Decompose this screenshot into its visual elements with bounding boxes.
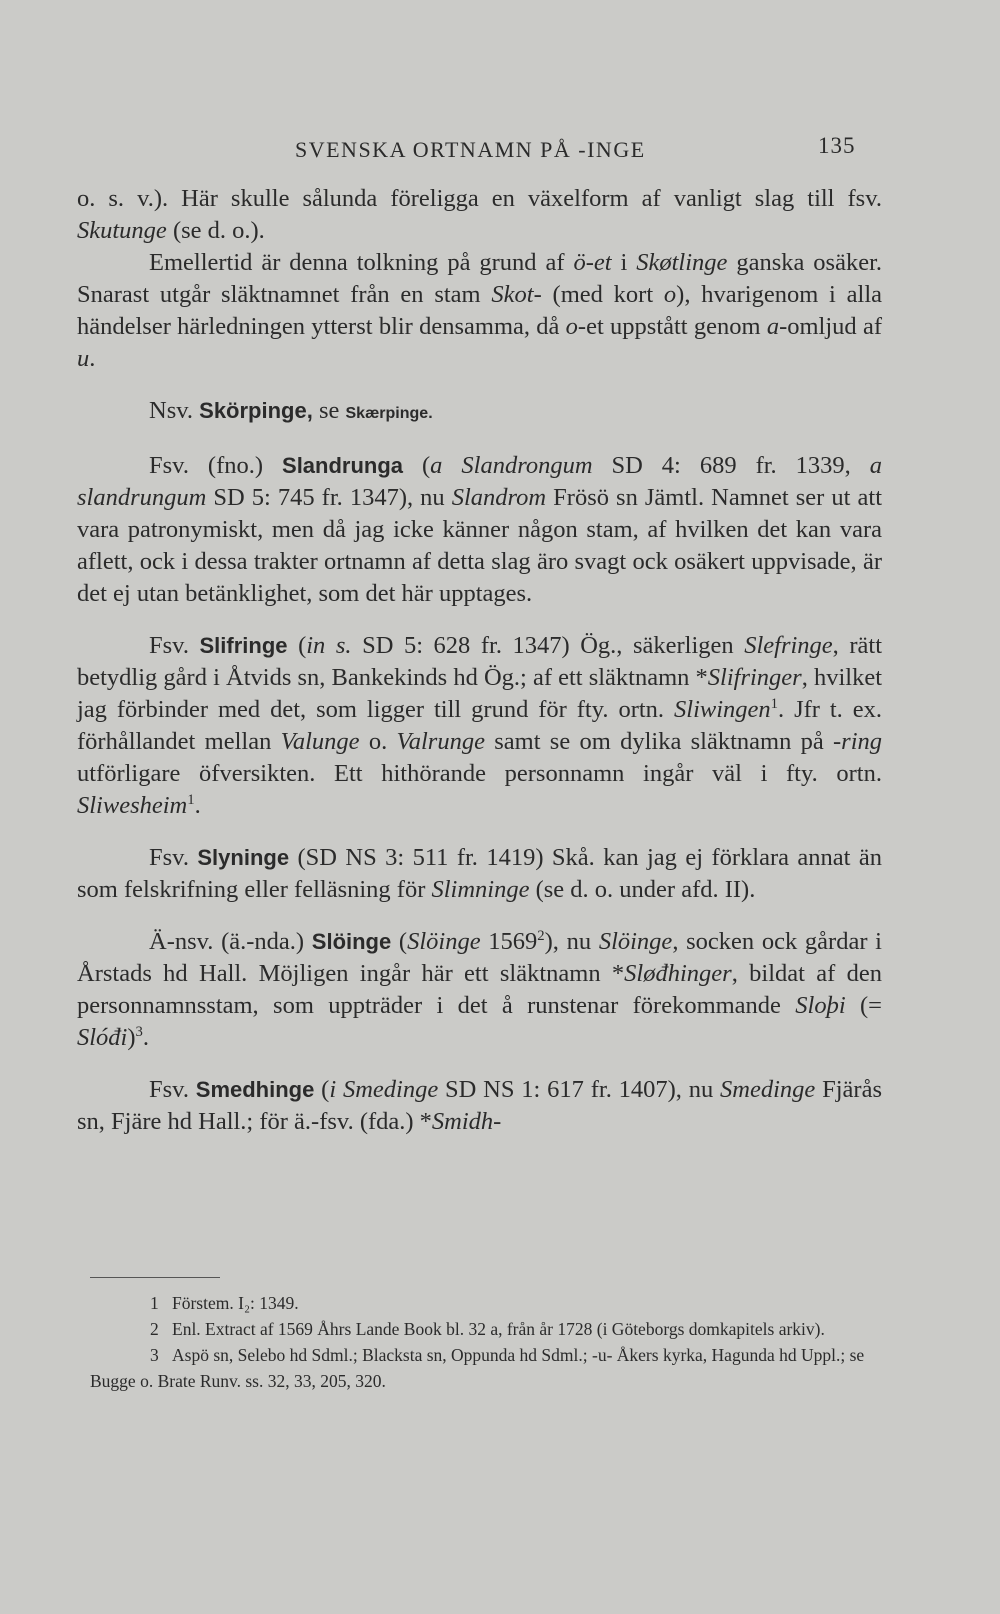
entry-headword: Slyninge	[197, 845, 290, 870]
entry-slifringe	[77, 630, 882, 822]
italic-run: Sliwingen	[674, 696, 771, 723]
text-run: .	[194, 792, 201, 819]
text-run: )	[127, 1024, 136, 1051]
entry-skorpinge	[77, 395, 882, 430]
text-run: SD 5: 745 fr. 1347), nu	[206, 484, 452, 511]
text-run: , socken ock gårdar i Årstads hd Hall. Möjligen ingår här ett släktnamn *	[77, 928, 882, 987]
footnote-marker: 2	[537, 927, 545, 944]
italic-run: o	[663, 281, 677, 308]
entry-slyninge	[77, 842, 882, 906]
italic-run: Valunge	[280, 728, 360, 755]
text-run: ), nu	[544, 928, 599, 955]
paragraph-continuation	[77, 183, 882, 247]
footnote-marker: 1	[187, 791, 195, 808]
text-run: SD 4: 689 fr. 1339,	[592, 452, 870, 479]
text-run: Fsv.	[149, 632, 200, 659]
text-run: Fsv.	[149, 1076, 196, 1103]
italic-run: Slöinge	[598, 928, 673, 955]
text-run: .	[89, 345, 96, 372]
text-run: samt se om dylika släktnamn på	[484, 728, 834, 755]
italic-run: Smidh-	[431, 1108, 502, 1135]
text-run: , rätt betydlig gård i Åtvids sn, Bankekinds hd Ög.; af ett släktnamn *	[77, 632, 882, 691]
entry-sloinge	[77, 926, 882, 1054]
footnote-text: Enl. Extract af 1569 Åhrs Lande Book bl. 32 a, från år 1728 (i Göteborgs domkapitels arkiv).	[172, 1319, 825, 1339]
italic-run: o	[565, 313, 578, 340]
italic-run: Slefringe	[744, 632, 833, 659]
text-run: .	[142, 1024, 150, 1051]
text-run: -omljud af	[779, 313, 882, 340]
text-run: , hvilket jag förbinder med det, som ligger till grund för fty. ortn.	[77, 664, 883, 723]
text-run: (	[314, 1076, 330, 1103]
text-run: (	[391, 928, 408, 955]
text-run: Ä-nsv. (ä.-nda.)	[149, 928, 312, 955]
italic-run: ö-et	[573, 249, 612, 276]
footnote-marker: 3	[135, 1023, 143, 1040]
italic-run: Sliwesheim	[77, 792, 188, 819]
footnotes	[90, 1290, 885, 1394]
footnote-marker: 1	[770, 695, 778, 712]
page-header	[0, 131, 1000, 171]
italic-run: Slifringer	[707, 664, 802, 691]
entry-headword: Slifringe	[199, 633, 288, 658]
italic-run: Skøtlinge	[636, 249, 728, 276]
text-run: SD NS 1: 617 fr. 1407), nu	[438, 1076, 721, 1103]
text-run: i	[611, 249, 637, 276]
footnote-3	[90, 1342, 885, 1394]
footnote-text: Förstem. I₂: 1349.	[172, 1293, 299, 1313]
entry-headword: Slöinge	[311, 929, 392, 954]
italic-run: Sløđhinger	[624, 960, 732, 987]
entry-headword: Skörpinge,	[199, 398, 313, 423]
page-number: 135	[818, 133, 856, 158]
text-run: Fsv. (fno.)	[149, 452, 283, 479]
entry-smedhinge	[77, 1074, 882, 1138]
italic-run: Sloþi	[795, 992, 846, 1019]
text-run: o. s. v.). Här skulle sålunda föreligga en växelform af vanligt slag till fsv.	[77, 185, 882, 212]
text-run: (=	[845, 992, 883, 1019]
text-run: SD 5: 628 fr. 1347) Ög., säkerligen	[351, 632, 745, 659]
entry-headword: Smedhinge	[195, 1077, 315, 1102]
italic-run: a slandrungum	[77, 452, 882, 511]
text-run: (	[287, 632, 307, 659]
italic-run: u	[77, 345, 90, 372]
text-run: ), hvarigenom i alla händelser härledningen ytterst blir densamma, då	[77, 281, 883, 340]
main-text	[77, 183, 882, 1138]
text-run: (med kort	[541, 281, 664, 308]
text-run: Fjärås sn, Fjäre hd Hall.; för ä.-fsv. (fda.) *	[77, 1076, 882, 1135]
italic-run: Skutunge	[77, 217, 167, 244]
italic-run: Slimninge	[431, 876, 530, 903]
footnote-number: 3	[150, 1345, 159, 1365]
text-run: Emellertid är denna tolkning på grund af	[149, 249, 574, 276]
italic-run: Slóđi	[77, 1024, 128, 1051]
text-run: (se d. o.).	[166, 217, 265, 244]
entry-slandrunga	[77, 450, 882, 610]
text-run: se	[312, 397, 346, 424]
paragraph-skotlinge-note	[77, 247, 882, 375]
footnote-divider	[90, 1277, 220, 1278]
italic-run: Valrunge	[396, 728, 485, 755]
text-run: Fsv.	[149, 844, 198, 871]
italic-run: in s.	[306, 632, 352, 659]
footnote-1	[90, 1290, 885, 1316]
text-run: 1569	[480, 928, 538, 955]
italic-run: Smedinge	[720, 1076, 816, 1103]
text-run: Nsv.	[149, 397, 200, 424]
italic-run: -ring	[833, 728, 883, 755]
text-run: Frösö sn Jämtl. Namnet ser ut att vara patronymiskt, men då jag icke känner någon stam, af hvilken det kan vara aflett, ock i dessa trakter ortnamn af detta slag äro svagt ock osäkert uppvisade, är det ej utan betänklighet, som det här upptages.	[77, 484, 882, 607]
italic-run: a Slandrongum	[430, 452, 593, 479]
footnote-text: Aspö sn, Selebo hd Sdml.; Blacksta sn, Oppunda hd Sdml.; -u- Åkers kyrka, Hagunda hd Uppl.; se Bugge o. Brate Runv. ss. 32, 33, 205, 320.	[90, 1345, 865, 1391]
italic-run: i Smedinge	[329, 1076, 439, 1103]
text-run: (SD NS 3: 511 fr. 1419) Skå. kan jag ej förklara annat än som felskrifning eller felläsning för	[77, 844, 882, 903]
entry-headword: Slandrunga	[282, 453, 404, 478]
footnote-number: 2	[150, 1319, 159, 1339]
italic-run: Slandrom	[451, 484, 547, 511]
running-title: SVENSKA ORTNAMN PÅ -INGE	[295, 137, 646, 162]
footnote-2	[90, 1316, 885, 1342]
footnote-number: 1	[150, 1293, 159, 1313]
text-run: o.	[359, 728, 397, 755]
text-run: -et uppstått genom	[577, 313, 767, 340]
italic-run: Skot-	[491, 281, 542, 308]
cross-reference: Skærpinge.	[345, 405, 433, 422]
text-run: . Jfr t. ex. förhållandet mellan	[77, 696, 882, 755]
italic-run: a	[766, 313, 780, 340]
text-run: ganska osäker. Snarast utgår släktnamnet från en stam	[77, 249, 882, 308]
text-run: (se d. o. under afd. II).	[529, 876, 756, 903]
italic-run: Slöinge	[407, 928, 481, 955]
text-run: , bildat af den personnamnsstam, som uppträder i det å runstenar förekommande	[77, 960, 882, 1019]
text-run: utförligare öfversikten. Ett hithörande personnamn ingår väl i fty. ortn.	[77, 760, 882, 787]
text-run: (	[403, 452, 431, 479]
